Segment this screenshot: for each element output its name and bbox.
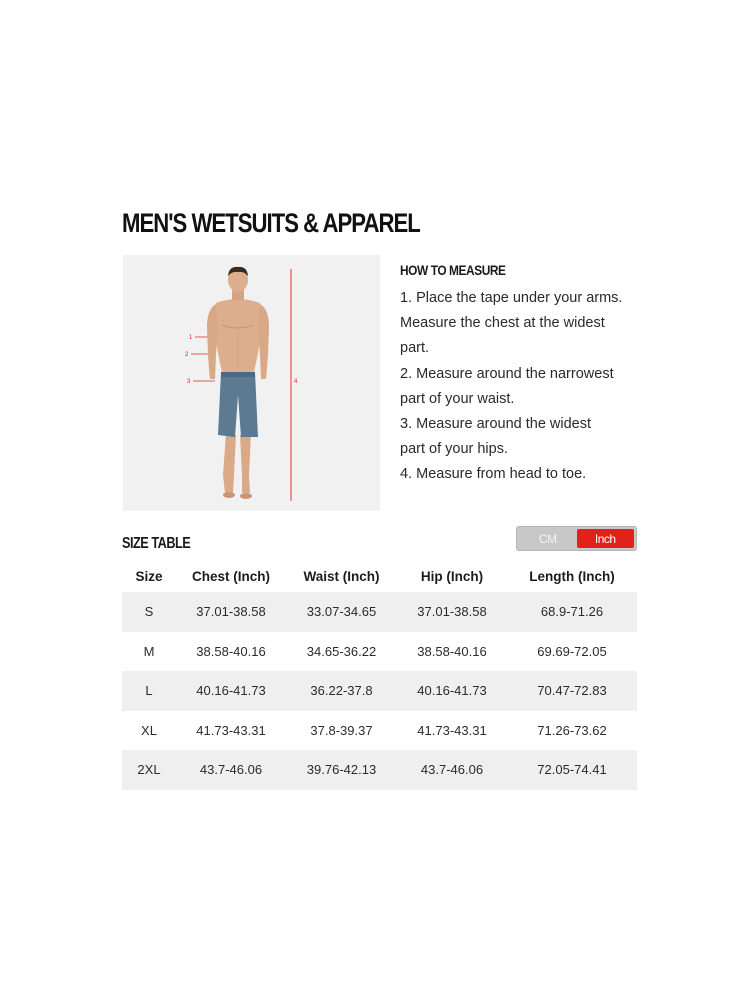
size-cell: S bbox=[122, 592, 176, 632]
unit-cm-option[interactable]: CM bbox=[538, 531, 557, 546]
step-line: 4. Measure from head to toe. bbox=[400, 466, 587, 483]
chest-cell: 43.7-46.06 bbox=[176, 750, 286, 790]
column-header: Hip (Inch) bbox=[420, 568, 484, 584]
table-row bbox=[122, 711, 637, 751]
waist-cell: 33.07-34.65 bbox=[286, 592, 397, 632]
step-line: part of your hips. bbox=[400, 441, 508, 458]
table-row bbox=[122, 632, 637, 672]
length-cell: 71.26-73.62 bbox=[507, 711, 637, 751]
length-cell: 69.69-72.05 bbox=[507, 632, 637, 672]
model-measurement-image bbox=[123, 255, 380, 511]
column-header: Size bbox=[135, 568, 163, 584]
length-cell: 70.47-72.83 bbox=[507, 671, 637, 711]
chest-cell: 41.73-43.31 bbox=[176, 711, 286, 751]
unit-inch-option[interactable]: Inch bbox=[577, 529, 635, 548]
marker-2: 2 bbox=[185, 352, 189, 358]
waist-cell: 34.65-36.22 bbox=[286, 632, 397, 672]
marker-4: 4 bbox=[294, 379, 298, 385]
how-to-measure-title: HOW TO MEASURE bbox=[400, 262, 506, 278]
column-header: Chest (Inch) bbox=[191, 568, 270, 584]
size-table-title: SIZE TABLE bbox=[122, 535, 191, 552]
how-to-measure-steps bbox=[400, 286, 660, 488]
waist-cell: 37.8-39.37 bbox=[286, 711, 397, 751]
hip-cell: 41.73-43.31 bbox=[397, 711, 507, 751]
table-row bbox=[122, 671, 637, 711]
size-cell: XL bbox=[122, 711, 176, 751]
chest-cell: 37.01-38.58 bbox=[176, 592, 286, 632]
size-cell: L bbox=[122, 671, 176, 711]
step-line: part. bbox=[400, 340, 430, 357]
table-row bbox=[122, 592, 637, 632]
chest-cell: 40.16-41.73 bbox=[176, 671, 286, 711]
hip-cell: 37.01-38.58 bbox=[397, 592, 507, 632]
hip-cell: 43.7-46.06 bbox=[397, 750, 507, 790]
step-line: part of your waist. bbox=[400, 390, 515, 407]
man-figure bbox=[207, 267, 269, 499]
hip-cell: 38.58-40.16 bbox=[397, 632, 507, 672]
size-cell: 2XL bbox=[122, 750, 176, 790]
table-header-row bbox=[122, 560, 637, 592]
column-header: Length (Inch) bbox=[529, 568, 615, 584]
unit-toggle[interactable] bbox=[516, 526, 637, 551]
size-cell: M bbox=[122, 632, 176, 672]
column-header: Waist (Inch) bbox=[303, 568, 380, 584]
step-line: 1. Place the tape under your arms. bbox=[400, 290, 623, 306]
waist-cell: 36.22-37.8 bbox=[286, 671, 397, 711]
step-line: 2. Measure around the narrowest bbox=[400, 365, 614, 382]
chest-cell: 38.58-40.16 bbox=[176, 632, 286, 672]
marker-3: 3 bbox=[187, 379, 191, 385]
page-title: MEN'S WETSUITS & APPAREL bbox=[122, 208, 420, 238]
length-cell: 72.05-74.41 bbox=[507, 750, 637, 790]
step-line: Measure the chest at the widest bbox=[400, 315, 605, 332]
how-to-measure-section bbox=[400, 262, 660, 488]
length-cell: 68.9-71.26 bbox=[507, 592, 637, 632]
step-line: 3. Measure around the widest bbox=[400, 416, 592, 433]
marker-1: 1 bbox=[189, 335, 193, 341]
waist-cell: 39.76-42.13 bbox=[286, 750, 397, 790]
table-row bbox=[122, 750, 637, 790]
size-table bbox=[122, 560, 637, 790]
hip-cell: 40.16-41.73 bbox=[397, 671, 507, 711]
